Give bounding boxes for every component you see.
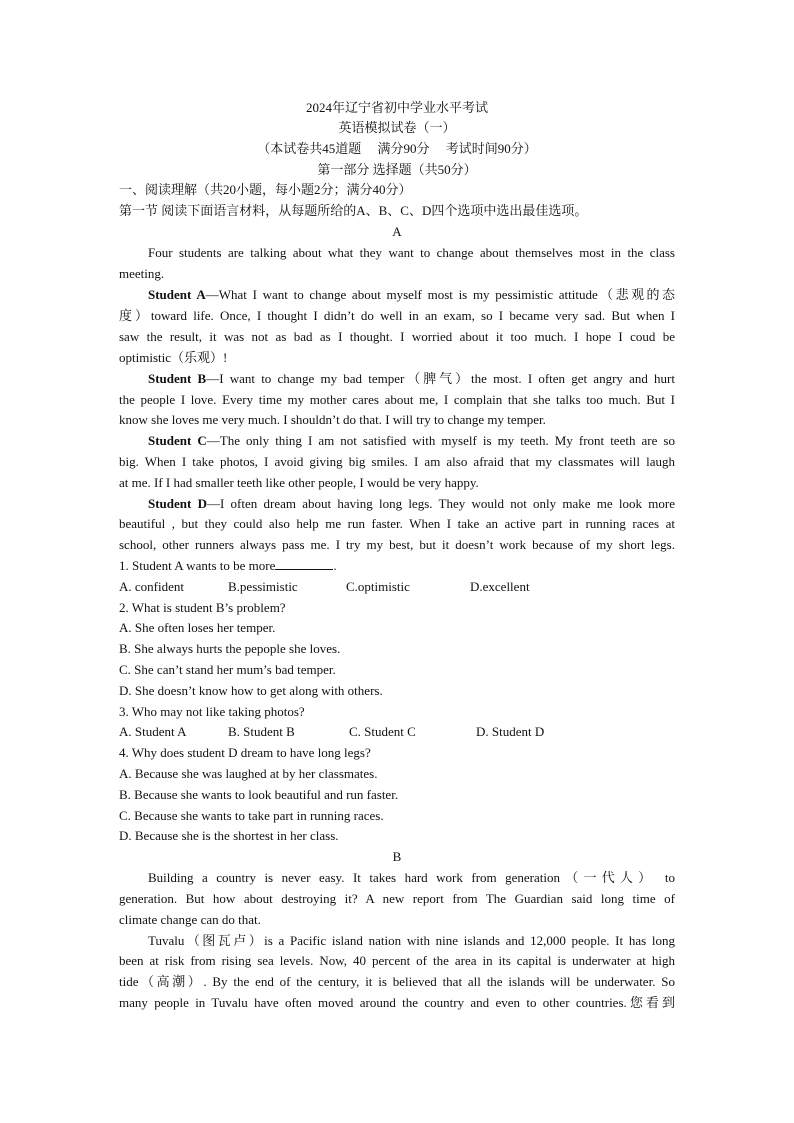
q1-option-d: D.excellent [470, 579, 530, 594]
section-instruction: 第一节 阅读下面语言材料，从每题所给的A、B、C、D四个选项中选出最佳选项。 [119, 203, 588, 218]
q4-option-b: B. Because she wants to look beautiful and run faster. [119, 787, 399, 802]
student-a-text: —What I want to change about myself most is my pessimistic attitude（悲观的态 [205, 287, 675, 302]
q2-option-b: B. She always hurts the pepople she loves. [119, 641, 341, 656]
student-a-paragraph-line1 [148, 285, 675, 305]
q2-option-c: C. She can’t stand her mum’s bad temper. [119, 662, 336, 677]
question-1 [119, 556, 675, 576]
passage-b-label: B [392, 849, 402, 864]
passage-a-intro-line1: Four students are talking about what they want to change about themselves most in the class [148, 245, 675, 260]
question-4: 4. Why does student D dream to have long legs? [119, 745, 371, 760]
student-d-paragraph-line2: beautiful , but they could also help me run faster. When I take an active part in running races at [119, 516, 675, 531]
student-a-paragraph-line4: optimistic（乐观）! [119, 350, 228, 365]
student-c-text: —The only thing I am not satisfied with myself is my teeth. My front teeth are so [206, 433, 675, 448]
q2-option-a: A. She often loses her temper. [119, 620, 276, 635]
passage-b-p2-line3: tide（高潮）. By the end of the century, it is believed that all the islands will be underwater. So [119, 974, 675, 989]
q3-option-d: D. Student D [476, 724, 545, 739]
student-b-name: Student B [148, 371, 207, 386]
passage-b-p1-line2: generation. But how about destroying it? A new report from The Guardian said long time of [119, 891, 675, 906]
question-2: 2. What is student B’s problem? [119, 600, 286, 615]
student-a-name: Student A [148, 287, 206, 302]
student-a-paragraph-line2: 度）toward life. Once, I thought I didn’t do well in an exam, so I became very sad. But when I [119, 308, 675, 323]
q4-option-d: D. Because she is the shortest in her class. [119, 828, 339, 843]
student-c-paragraph-line2: big. When I take photos, I avoid giving big smiles. I am also afraid that my classmates will laugh [119, 454, 675, 469]
q1-option-b: B.pessimistic [228, 579, 298, 594]
passage-b-p1-line1: Building a country is never easy. It takes hard work from generation（一代人） to [148, 870, 675, 885]
q1-option-c: C.optimistic [346, 579, 410, 594]
section-heading: 一、阅读理解（共20小题，每小题2分；满分40分） [119, 182, 412, 197]
exam-title: 2024年辽宁省初中学业水平考试 [305, 100, 488, 115]
answer-blank [275, 557, 333, 570]
part-heading: 第一部分 选择题（共50分） [317, 162, 477, 177]
exam-subtitle: 英语模拟试卷（一） [338, 120, 456, 135]
student-a-paragraph-line3: saw the result, it was not as bad as I thought. I worried about it too much. I hope I coud be [119, 329, 675, 344]
student-d-text: —I often dream about having long legs. They would not only make me look more [206, 496, 675, 511]
question-1-text: 1. Student A wants to be more [119, 558, 276, 573]
q2-option-d: D. She doesn’t know how to get along with others. [119, 683, 383, 698]
exam-info: （本试卷共45道题 满分90分 考试时间90分） [257, 141, 537, 156]
student-c-name: Student C [148, 433, 207, 448]
q4-option-c: C. Because she wants to take part in running races. [119, 808, 384, 823]
passage-b-p2-line4: many people in Tuvalu have often moved around the country and even to other countries.您看到 [119, 995, 675, 1010]
q3-option-b: B. Student B [228, 724, 295, 739]
q4-option-a: A. Because she was laughed at by her classmates. [119, 766, 378, 781]
passage-a-intro-line2: meeting. [119, 266, 165, 281]
student-b-paragraph-line3: know she loves me very much. I shouldn’t do that. I will try to change my temper. [119, 412, 546, 427]
passage-b-p2-line1: Tuvalu（图瓦卢）is a Pacific island nation with nine islands and 12,000 people. It has long [148, 933, 675, 948]
student-d-paragraph-line1 [148, 494, 675, 514]
student-d-paragraph-line3: school, other runners always pass me. I try my best, but it doesn’t work because of my short legs. [119, 537, 675, 552]
student-d-name: Student D [148, 496, 207, 511]
question-1-end: . [333, 558, 337, 573]
q1-option-a: A. confident [119, 579, 184, 594]
passage-b-p1-line3: climate change can do that. [119, 912, 261, 927]
student-b-paragraph-line1 [148, 369, 675, 389]
passage-b-p2-line2: been at risk from rising sea levels. Now, 40 percent of the area in its capital is underwater at high [119, 953, 675, 968]
student-b-paragraph-line2: the people I love. Every time my mother cares about me, I complain that she talks too much. But I [119, 392, 675, 407]
student-c-paragraph-line1 [148, 431, 675, 451]
passage-a-label: A [392, 224, 402, 239]
student-c-paragraph-line3: at me. If I had smaller teeth like other people, I would be very happy. [119, 475, 479, 490]
question-3: 3. Who may not like taking photos? [119, 704, 305, 719]
q3-option-a: A. Student A [119, 724, 187, 739]
q3-option-c: C. Student C [349, 724, 416, 739]
student-b-text: —I want to change my bad temper（脾气）the most. I often get angry and hurt [206, 371, 675, 386]
